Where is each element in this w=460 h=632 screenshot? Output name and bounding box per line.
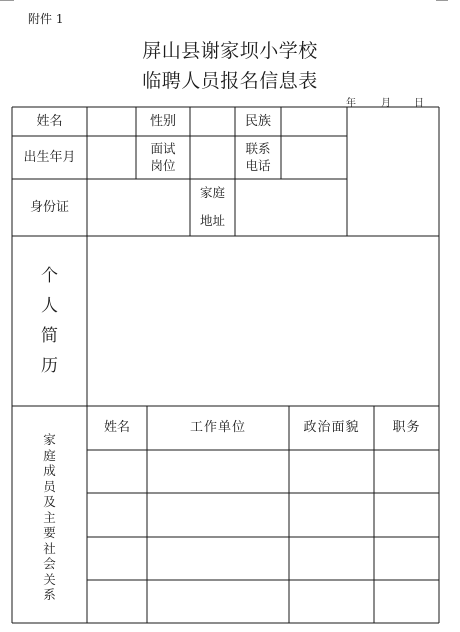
interview-position-label-line2: 岗位	[150, 157, 176, 173]
ethnicity-label: 民族	[244, 113, 271, 129]
resume-label-char-3: 简	[41, 326, 58, 346]
family-row-3-work-unit[interactable]	[147, 537, 289, 580]
id-card-input[interactable]	[87, 179, 190, 236]
id-card-label: 身份证	[29, 199, 69, 215]
document-title-school: 屏山县谢家坝小学校	[142, 40, 318, 62]
family-label-char-9: 会	[43, 556, 56, 572]
home-address-label	[190, 179, 235, 236]
contact-phone-label-line2: 电话	[245, 157, 271, 173]
family-header-work-unit: 工作单位	[189, 420, 246, 436]
home-address-label-line2: 地址	[199, 213, 225, 229]
interview-position-input[interactable]	[190, 136, 235, 179]
photo-area[interactable]	[347, 107, 439, 236]
family-row-1-work-unit[interactable]	[147, 450, 289, 493]
family-label-char-6: 主	[43, 509, 56, 525]
family-relations-label	[12, 406, 87, 623]
family-row-4-duty[interactable]	[374, 580, 439, 623]
resume-label-char-1: 个	[41, 266, 58, 286]
resume-label-char-4: 历	[41, 356, 58, 376]
interview-position-label	[136, 136, 190, 179]
attachment-label: 附件 1	[28, 12, 64, 26]
date-month-label: 月	[381, 98, 391, 109]
contact-phone-input[interactable]	[281, 136, 347, 179]
family-row-4-political-status[interactable]	[289, 580, 374, 623]
family-label-char-7: 要	[43, 525, 56, 541]
family-row-4-name[interactable]	[87, 580, 147, 623]
resume-label-char-2: 人	[41, 296, 58, 316]
family-label-char-8: 社	[43, 540, 56, 556]
family-label-char-10: 关	[43, 571, 56, 587]
family-row-1-political-status[interactable]	[289, 450, 374, 493]
gender-input[interactable]	[190, 107, 235, 136]
ethnicity-input[interactable]	[281, 107, 347, 136]
birth-date-input[interactable]	[87, 136, 136, 179]
family-row-1-duty[interactable]	[374, 450, 439, 493]
name-input[interactable]	[87, 107, 136, 136]
family-label-char-5: 及	[43, 494, 56, 510]
date-day-label: 日	[414, 98, 424, 109]
family-row-2-duty[interactable]	[374, 493, 439, 537]
home-address-input[interactable]	[235, 179, 347, 236]
gender-label: 性别	[149, 113, 176, 129]
resume-input[interactable]	[87, 236, 439, 406]
family-row-1-name[interactable]	[87, 450, 147, 493]
date-year-label: 年	[346, 98, 356, 109]
family-label-char-1: 家	[43, 432, 56, 448]
family-row-3-name[interactable]	[87, 537, 147, 580]
family-row-2-name[interactable]	[87, 493, 147, 537]
family-row-3-duty[interactable]	[374, 537, 439, 580]
family-header-name: 姓名	[103, 420, 130, 436]
family-header-duty: 职务	[392, 420, 421, 436]
family-label-char-4: 员	[43, 478, 56, 494]
contact-phone-label-line1: 联系	[245, 140, 271, 156]
family-label-char-3: 成	[43, 463, 56, 479]
family-label-char-2: 庭	[43, 447, 56, 463]
birth-date-label: 出生年月	[23, 149, 76, 165]
family-label-char-11: 系	[43, 587, 56, 603]
family-row-4-work-unit[interactable]	[147, 580, 289, 623]
family-row-2-political-status[interactable]	[289, 493, 374, 537]
interview-position-label-line1: 面试	[150, 140, 176, 156]
family-row-2-work-unit[interactable]	[147, 493, 289, 537]
resume-label	[12, 236, 87, 406]
home-address-label-line1: 家庭	[199, 184, 225, 200]
document-title-form: 临聘人员报名信息表	[142, 70, 318, 92]
family-row-3-political-status[interactable]	[289, 537, 374, 580]
name-label: 姓名	[36, 113, 63, 129]
contact-phone-label	[235, 136, 281, 179]
family-header-political-status: 政治面貌	[303, 420, 360, 436]
